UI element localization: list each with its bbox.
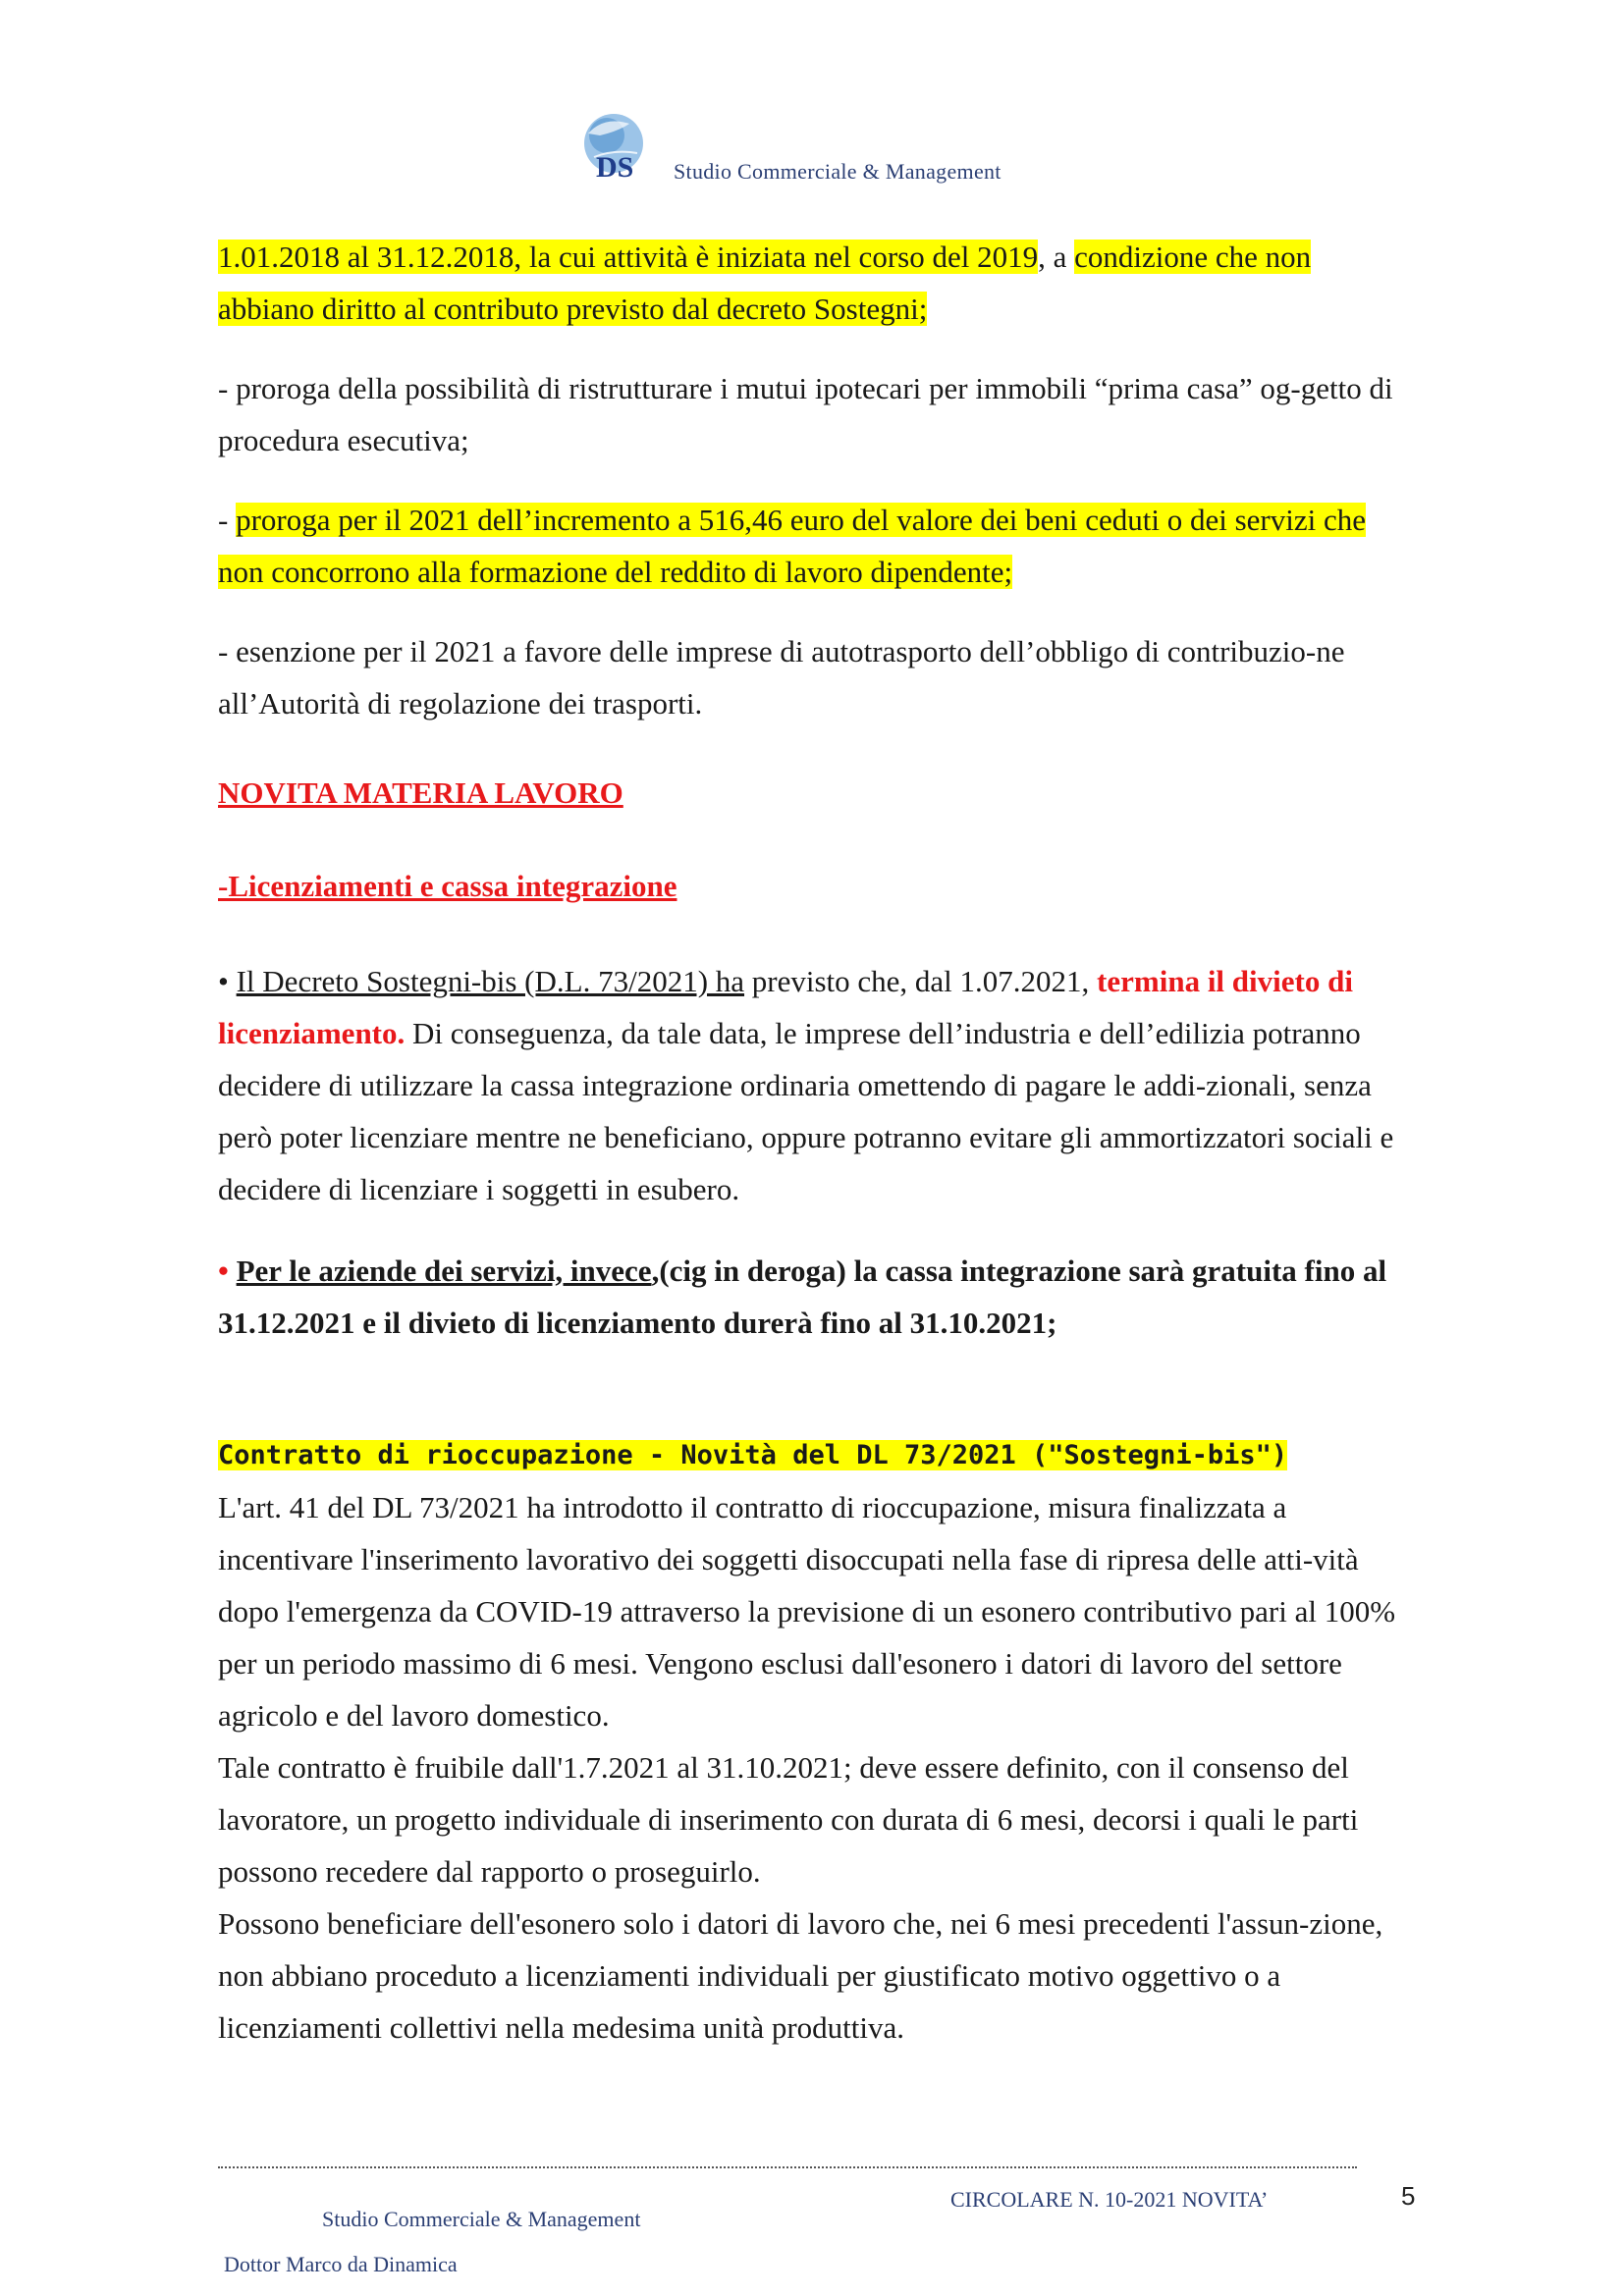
contract-title: Contratto di rioccupazione - Novità del DL 73/2021 ("Sostegni-bis") (218, 1440, 1288, 1470)
paragraph-fringe-benefit: - proroga per il 2021 dell’incremento a 516,46 euro del valore dei beni ceduti o dei servizi che non concorrono alla formazione del reddito di lavoro dipendente; (218, 503, 1366, 589)
paragraph-beneficiari: Possono beneficiare dell'esonero solo i datori di lavoro che, nei 6 mesi precedenti l'assun-zione, non abbiano proceduto a licenziamenti individuali per giustificato motivo oggettivo o a licenziamenti collettivi nella medesima unità produttiva. (218, 1906, 1383, 2045)
footer-divider (218, 2166, 1357, 2168)
svg-text:DS: DS (596, 151, 634, 184)
paragraph-fruibile: Tale contratto è fruibile dall'1.7.2021 al 31.10.2021; deve essere definito, con il consenso del lavoratore, un progetto individuale di inserimento con durata di 6 mesi, decorsi i quali le parti possono recedere dal rapporto o proseguirlo. (218, 1750, 1359, 1889)
footer-cut-line: Dottor Marco da Dinamica (224, 2252, 458, 2276)
page-header (0, 98, 1624, 196)
header-studio-name: Studio Commerciale & Management (674, 159, 1001, 184)
paragraph-art41: L'art. 41 del DL 73/2021 ha introdotto il contratto di rioccupazione, misura finalizzata a incentivare l'inserimento lavorativo dei soggetti disoccupati nella fase di ripresa delle atti-vità dopo l'emergenza da COVID-19 attraverso la previsione di un esonero contributivo pari al 100% per un periodo massimo di 6 mesi. Vengono esclusi dall'esonero i datori di lavoro del settore agricolo e del lavoro domestico. (218, 1490, 1396, 1733)
studio-logo (574, 106, 653, 185)
section-title: NOVITA MATERIA LAVORO (218, 775, 623, 810)
paragraph-autotrasporto: - esenzione per il 2021 a favore delle imprese di autotrasporto dell’obbligo di contribuzio-ne all’Autorità di regolazione dei trasporti. (218, 634, 1345, 721)
paragraph-servizi: • Per le aziende dei servizi, invece,(cig in deroga) la cassa integrazione sarà gratuita fino al 31.12.2021 e il divieto di licenziamento durerà fino al 31.10.2021; (218, 1254, 1387, 1340)
paragraph-mutui: - proroga della possibilità di ristrutturare i mutui ipotecari per immobili “prima casa” og-getto di procedura esecutiva; (218, 371, 1393, 457)
footer-studio-name: Studio Commerciale & Management (322, 2207, 641, 2231)
subsection-title: -Licenziamenti e cassa integrazione (218, 869, 677, 903)
paragraph-continuation: 1.01.2018 al 31.12.2018, la cui attività è iniziata nel corso del 2019, a condizione che non abbiano diritto al contributo previsto dal decreto Sostegni; (218, 240, 1312, 326)
page-number: 5 (1401, 2181, 1416, 2211)
paragraph-decreto: • Il Decreto Sostegni-bis (D.L. 73/2021) ha previsto che, dal 1.07.2021, termina il divieto di licenziamento. Di conseguenza, da tale data, le imprese dell’industria e dell’edilizia potranno decidere di utilizzare la cassa integrazione ordinaria omettendo di pagare le addi-zionali, senza però poter licenziare mentre ne beneficiano, oppure potranno evitare gli ammortizzatori sociali e decidere di licenziare i soggetti in esubero. (218, 964, 1394, 1206)
footer-circular: CIRCOLARE N. 10-2021 NOVITA’ (950, 2187, 1269, 2212)
decreto-link[interactable]: Il Decreto Sostegni-bis (D.L. 73/2021) ha (236, 964, 745, 998)
document-body (218, 231, 1411, 2054)
